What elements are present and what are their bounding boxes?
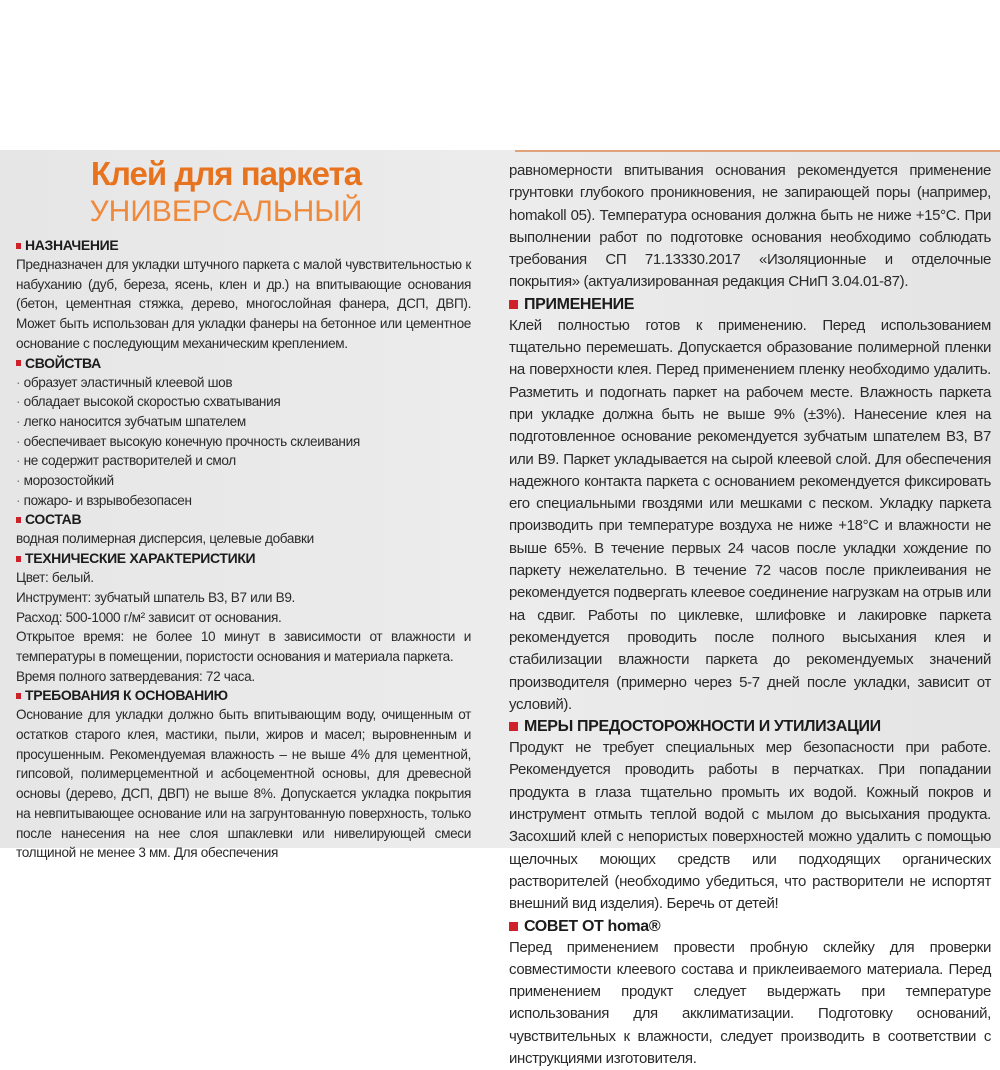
spec-line: Цвет: белый. [16, 568, 471, 588]
list-item: · обладает высокой скоростью схватывания [16, 392, 471, 412]
list-item: · обеспечивает высокую конечную прочность склеивания [16, 432, 471, 452]
bullet-square-icon [16, 360, 21, 366]
safety-text: Продукт не требует специальных мер безопасности при работе. Рекомендуется проводить работы в перчатках. При попадании продукта в глаза тщательно промыть их водой. Кожный покров и инструмент отмыть теплой водой с мылом до высыхания продукта. Засохший клей с непористых поверхностей можно удалить с помощью щелочных моющих средств или подходящих органических растворителей (необходимо убедиться, что растворители не испортят внешний вид изделия). Беречь от детей! [509, 737, 991, 915]
purpose-text: Предназначен для укладки штучного паркета с малой чувствительностью к набуханию (дуб, береза, ясень, клен и др.) на впитывающие основания (бетон, цементная стяжка, дерево, многослойная фанера, ДСП, ДВП). Может быть использован для укладки фанеры на бетонное или цементное основание с последующим механическим креплением. [16, 255, 471, 354]
section-heading-advice: СОВЕТ ОТ homa® [509, 916, 991, 937]
right-column [509, 160, 991, 1070]
base-text-continued: равномерности впитывания основания рекомендуется применение грунтовки глубокого проникновения, не запирающей поры (например, homakoll 05). Температура основания должна быть не ниже +15°С. При выполнении работ по подготовке основания необходимо соблюдать требования СП 71.13330.2017 «Изоляционные и отделочные покрытия» (актуализированная редакция СНиП 3.04.01-87). [509, 160, 991, 294]
bullet-square-icon [509, 922, 518, 931]
spec-line: Инструмент: зубчатый шпатель В3, В7 или В9. [16, 588, 471, 608]
bullet-square-icon [16, 517, 21, 523]
section-heading-purpose: НАЗНАЧЕНИЕ [16, 236, 471, 255]
advice-text: Перед применением провести пробную склейку для проверки совместимости клеевого состава и приклеиваемого материала. Перед применением продукт следует выдержать при температуре использования для акклиматизации. Подготовку оснований, чувствительных к влажности, следует производить в соответствии с инструкциями изготовителя. [509, 937, 991, 1070]
bullet-square-icon [16, 556, 21, 562]
list-item: · пожаро- и взрывобезопасен [16, 491, 471, 511]
bullet-square-icon [16, 243, 21, 249]
bullet-square-icon [509, 722, 518, 731]
list-item: · морозостойкий [16, 471, 471, 491]
spec-line: Время полного затвердевания: 72 часа. [16, 667, 471, 687]
bullet-square-icon [509, 300, 518, 309]
left-column [16, 150, 471, 863]
section-heading-properties: СВОЙСТВА [16, 354, 471, 373]
list-item: · образует эластичный клеевой шов [16, 373, 471, 393]
bullet-square-icon [16, 693, 21, 699]
list-item: · не содержит растворителей и смол [16, 451, 471, 471]
section-heading-safety: МЕРЫ ПРЕДОСТОРОЖНОСТИ И УТИЛИЗАЦИИ [509, 716, 991, 737]
product-title: Клей для паркета [16, 154, 436, 194]
section-heading-base: ТРЕБОВАНИЯ К ОСНОВАНИЮ [16, 686, 471, 705]
orange-divider [515, 150, 1000, 152]
base-text: Основание для укладки должно быть впитывающим воду, очищенным от остатков старого клея, мастики, пыли, жиров и масел; выровненным и просушенным. Рекомендуемая влажность – не выше 4% для цементной, гипсовой, полимерцементной и асбоцементной основы, для древесной основы (дерево, ДСП, ДВП) не выше 8%. Допускается укладка покрытия на невпитывающее основание или на загрунтованную поверхность, только после нанесения на нее слоя шпаклевки или нивелирующей смеси толщиной не менее 3 мм. Для обеспечения [16, 705, 471, 863]
section-heading-application: ПРИМЕНЕНИЕ [509, 294, 991, 315]
section-heading-composition: СОСТАВ [16, 510, 471, 529]
composition-text: водная полимерная дисперсия, целевые добавки [16, 529, 471, 549]
product-subtitle: УНИВЕРСАЛЬНЫЙ [16, 194, 436, 230]
spec-line: Расход: 500-1000 г/м² зависит от основания. [16, 608, 471, 628]
application-text: Клей полностью готов к применению. Перед использованием тщательно перемешать. Допускается образование полимерной пленки на поверхности клея. Перед применением пленку необходимо удалить. Разметить и подогнать паркет на рабочем месте. Влажность паркета при укладке должна быть не выше 9% (±3%). Нанесение клея на подготовленное основание рекомендуется зубчатым шпателем В3, В7 или В9. Паркет укладывается на сырой клеевой слой. Для обеспечения надежного контакта паркета с основанием рекомендуется фиксировать его специальными гвоздями или мешками с песком. Укладку паркета производить при температуре воздуха не ниже +18°С и влажности не выше 65%. В течение первых 24 часов после укладки хождение по паркету нежелательно. В течение 72 часов после приклеивания не рекомендуется подвергать клеевое соединение нагрузкам на отрыв или на сдвиг. Работы по циклевке, шлифовке и лакировке паркета рекомендуется проводить после полного высыхания клея и стабилизации влажности паркета до рекомендуемых значений производителя (примерно через 5-7 дней после укладки, зависит от условий). [509, 315, 991, 716]
section-heading-specs: ТЕХНИЧЕСКИЕ ХАРАКТЕРИСТИКИ [16, 549, 471, 568]
spec-line: Открытое время: не более 10 минут в зависимости от влажности и температуры в помещении, пористости основания и материала паркета. [16, 627, 471, 666]
list-item: · легко наносится зубчатым шпателем [16, 412, 471, 432]
properties-list [16, 373, 471, 511]
